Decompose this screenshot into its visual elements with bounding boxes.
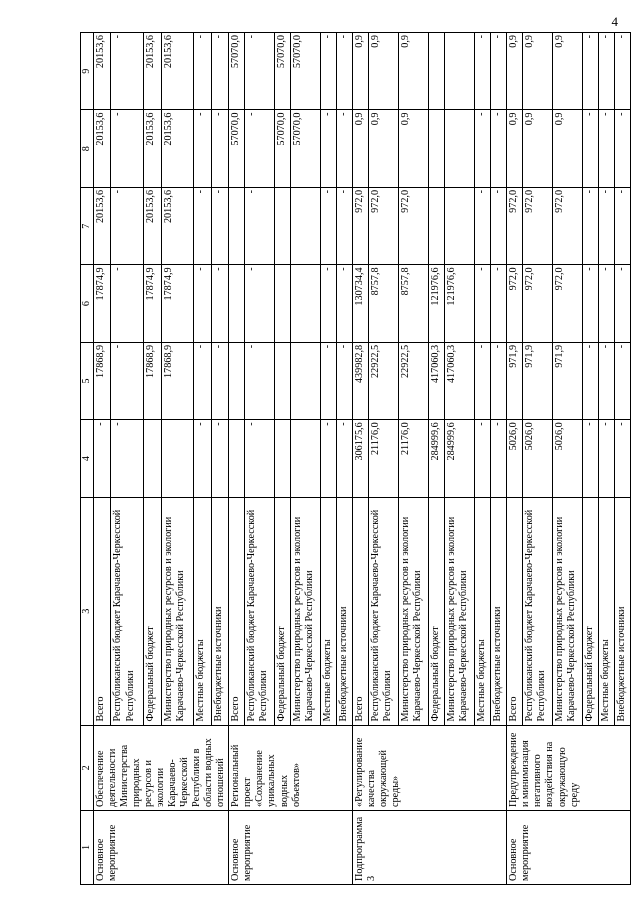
value-cell: - xyxy=(321,420,337,497)
funding-source-cell: Республиканский бюджет Карачаево-Черкесской Республики xyxy=(245,497,275,725)
value-cell: - xyxy=(321,33,337,110)
funding-source-cell: Всего xyxy=(94,497,111,725)
value-cell: 20153,6 xyxy=(161,187,194,264)
group-name-cell: «Регулирование качества окружающей среды» xyxy=(353,725,507,810)
value-cell: 8757,8 xyxy=(369,265,399,342)
value-cell: - xyxy=(245,110,275,187)
page-number: 4 xyxy=(611,14,618,29)
value-cell: - xyxy=(491,265,507,342)
value-cell: - xyxy=(245,33,275,110)
rotated-page xyxy=(80,32,628,885)
value-cell: - xyxy=(111,33,144,110)
value-cell: - xyxy=(615,420,631,497)
value-cell: 0,9 xyxy=(353,33,369,110)
value-cell: 17874,9 xyxy=(94,265,111,342)
value-cell xyxy=(275,187,291,264)
value-cell: 17868,9 xyxy=(144,342,161,419)
funding-source-cell: Республиканский бюджет Карачаево-Черкесской Республики xyxy=(111,497,144,725)
value-cell: - xyxy=(583,265,599,342)
value-cell: - xyxy=(321,110,337,187)
value-cell: 20153,6 xyxy=(94,33,111,110)
header-row xyxy=(81,33,94,885)
funding-source-cell: Министерство природных ресурсов и экологии Карачаево-Черкесской Республики xyxy=(399,497,429,725)
funding-source-cell: Федеральный бюджет xyxy=(429,497,445,725)
value-cell: - xyxy=(94,420,111,497)
value-cell: 20153,6 xyxy=(144,110,161,187)
column-header-6: 6 xyxy=(81,265,94,342)
value-cell: - xyxy=(583,342,599,419)
value-cell: - xyxy=(583,420,599,497)
value-cell: 57070,0 xyxy=(229,110,245,187)
funding-source-cell: Министерство природных ресурсов и экологии Карачаево-Черкесской Республики xyxy=(553,497,583,725)
table-row xyxy=(353,33,369,885)
value-cell: 20153,6 xyxy=(161,33,194,110)
value-cell: 57070,0 xyxy=(275,33,291,110)
value-cell: - xyxy=(111,265,144,342)
value-cell: 5026,0 xyxy=(523,420,553,497)
value-cell: 22922,5 xyxy=(369,342,399,419)
value-cell: 0,9 xyxy=(399,110,429,187)
value-cell: - xyxy=(475,187,491,264)
column-header-2: 2 xyxy=(81,725,94,810)
value-cell: - xyxy=(194,33,211,110)
value-cell: 0,9 xyxy=(369,110,399,187)
value-cell: 972,0 xyxy=(523,187,553,264)
value-cell: - xyxy=(321,187,337,264)
value-cell xyxy=(229,342,245,419)
value-cell: 0,9 xyxy=(553,110,583,187)
column-header-9: 9 xyxy=(81,33,94,110)
group-name-cell: Обеспечение деятельности Министерства природных ресурсов и экологии Карачаево-Черкесской Республики в области водных отношений xyxy=(94,725,229,810)
value-cell: - xyxy=(194,342,211,419)
funding-source-cell: Внебюджетные источники xyxy=(491,497,507,725)
value-cell: 971,9 xyxy=(553,342,583,419)
value-cell: - xyxy=(111,187,144,264)
funding-source-cell: Министерство природных ресурсов и экологии Карачаево-Черкесской Республики xyxy=(445,497,475,725)
value-cell: - xyxy=(337,420,353,497)
value-cell: - xyxy=(211,342,229,419)
value-cell: 972,0 xyxy=(369,187,399,264)
value-cell: - xyxy=(194,265,211,342)
value-cell: 17874,9 xyxy=(144,265,161,342)
value-cell: 417060,3 xyxy=(445,342,475,419)
value-cell: 20153,6 xyxy=(144,187,161,264)
rotated-table-container xyxy=(80,32,628,885)
value-cell: - xyxy=(211,265,229,342)
value-cell: - xyxy=(599,342,615,419)
funding-source-cell: Всего xyxy=(229,497,245,725)
value-cell: - xyxy=(615,342,631,419)
value-cell xyxy=(144,420,161,497)
value-cell xyxy=(229,420,245,497)
value-cell: 20153,6 xyxy=(144,33,161,110)
value-cell: - xyxy=(475,265,491,342)
value-cell: 972,0 xyxy=(553,187,583,264)
value-cell xyxy=(275,265,291,342)
value-cell: - xyxy=(583,110,599,187)
column-header-3: 3 xyxy=(81,497,94,725)
value-cell: - xyxy=(337,110,353,187)
funding-source-cell: Всего xyxy=(353,497,369,725)
value-cell: - xyxy=(599,265,615,342)
value-cell: - xyxy=(245,420,275,497)
value-cell: 972,0 xyxy=(553,265,583,342)
value-cell: - xyxy=(194,110,211,187)
value-cell: 57070,0 xyxy=(275,110,291,187)
value-cell: 0,9 xyxy=(523,110,553,187)
value-cell: 0,9 xyxy=(399,33,429,110)
value-cell: - xyxy=(245,187,275,264)
value-cell xyxy=(429,33,445,110)
value-cell xyxy=(229,187,245,264)
group-type-cell: Основное мероприятие xyxy=(229,810,353,884)
value-cell xyxy=(275,342,291,419)
value-cell: - xyxy=(245,265,275,342)
value-cell: 20153,6 xyxy=(94,110,111,187)
value-cell: 121976,6 xyxy=(429,265,445,342)
value-cell xyxy=(291,342,321,419)
value-cell: 972,0 xyxy=(507,187,523,264)
value-cell: - xyxy=(599,187,615,264)
value-cell: - xyxy=(491,33,507,110)
value-cell: 20153,6 xyxy=(94,187,111,264)
value-cell: 22922,5 xyxy=(399,342,429,419)
group-name-cell: Предупреждение и минимизация негативного воздействия на окружающую среду xyxy=(507,725,631,810)
value-cell: - xyxy=(321,342,337,419)
column-header-4: 4 xyxy=(81,420,94,497)
value-cell: 5026,0 xyxy=(507,420,523,497)
value-cell: - xyxy=(615,110,631,187)
value-cell: 130734,4 xyxy=(353,265,369,342)
column-header-5: 5 xyxy=(81,342,94,419)
value-cell: 0,9 xyxy=(553,33,583,110)
value-cell: 972,0 xyxy=(507,265,523,342)
column-header-1: 1 xyxy=(81,810,94,884)
funding-source-cell: Республиканский бюджет Карачаево-Черкесской Республики xyxy=(369,497,399,725)
value-cell: 21176,0 xyxy=(369,420,399,497)
funding-source-cell: Всего xyxy=(507,497,523,725)
value-cell: 972,0 xyxy=(523,265,553,342)
value-cell: - xyxy=(475,33,491,110)
funding-source-cell: Внебюджетные источники xyxy=(211,497,229,725)
value-cell: 284999,6 xyxy=(429,420,445,497)
value-cell: 0,9 xyxy=(507,33,523,110)
value-cell xyxy=(275,420,291,497)
value-cell: - xyxy=(337,265,353,342)
funding-source-cell: Республиканский бюджет Карачаево-Черкесской Республики xyxy=(523,497,553,725)
value-cell: 439982,8 xyxy=(353,342,369,419)
value-cell: - xyxy=(321,265,337,342)
value-cell: - xyxy=(475,342,491,419)
column-header-7: 7 xyxy=(81,187,94,264)
value-cell xyxy=(429,110,445,187)
value-cell: - xyxy=(491,342,507,419)
value-cell: 121976,6 xyxy=(445,265,475,342)
value-cell: 57070,0 xyxy=(291,33,321,110)
group-type-cell: Подпрограмма 3 xyxy=(353,810,507,884)
value-cell: - xyxy=(211,110,229,187)
value-cell: - xyxy=(337,33,353,110)
value-cell: 17874,9 xyxy=(161,265,194,342)
value-cell: - xyxy=(599,33,615,110)
value-cell: - xyxy=(491,420,507,497)
value-cell: 972,0 xyxy=(353,187,369,264)
value-cell: 0,9 xyxy=(369,33,399,110)
value-cell xyxy=(291,265,321,342)
value-cell: 417060,3 xyxy=(429,342,445,419)
value-cell: - xyxy=(337,187,353,264)
value-cell: - xyxy=(583,187,599,264)
value-cell: - xyxy=(194,420,211,497)
value-cell: 972,0 xyxy=(399,187,429,264)
value-cell: - xyxy=(599,420,615,497)
value-cell: 284999,6 xyxy=(445,420,475,497)
value-cell xyxy=(291,420,321,497)
value-cell: 20153,6 xyxy=(161,110,194,187)
value-cell: - xyxy=(615,265,631,342)
funding-source-cell: Министерство природных ресурсов и экологии Карачаево-Черкесской Республики xyxy=(291,497,321,725)
value-cell: 971,9 xyxy=(523,342,553,419)
funding-source-cell: Федеральный бюджет xyxy=(144,497,161,725)
value-cell: 0,9 xyxy=(353,110,369,187)
value-cell: 306175,6 xyxy=(353,420,369,497)
group-name-cell: Региональный проект «Сохранение уникальных водных объектов» xyxy=(229,725,353,810)
funding-source-cell: Местные бюджеты xyxy=(599,497,615,725)
value-cell: - xyxy=(111,110,144,187)
value-cell: - xyxy=(211,420,229,497)
table-row xyxy=(94,33,111,885)
value-cell xyxy=(429,187,445,264)
value-cell: 0,9 xyxy=(507,110,523,187)
value-cell: - xyxy=(491,187,507,264)
funding-source-cell: Местные бюджеты xyxy=(321,497,337,725)
value-cell xyxy=(161,420,194,497)
value-cell: - xyxy=(111,342,144,419)
group-type-cell: Основное мероприятие xyxy=(507,810,631,884)
value-cell: - xyxy=(615,33,631,110)
value-cell: - xyxy=(211,187,229,264)
funding-source-cell: Федеральный бюджет xyxy=(583,497,599,725)
funding-source-cell: Местные бюджеты xyxy=(194,497,211,725)
value-cell xyxy=(291,187,321,264)
value-cell xyxy=(229,265,245,342)
value-cell: - xyxy=(211,33,229,110)
funding-source-cell: Министерство природных ресурсов и экологии Карачаево-Черкесской Республики xyxy=(161,497,194,725)
value-cell: - xyxy=(337,342,353,419)
value-cell: 0,9 xyxy=(523,33,553,110)
value-cell: - xyxy=(583,33,599,110)
value-cell: - xyxy=(615,187,631,264)
table-row xyxy=(507,33,523,885)
value-cell: - xyxy=(111,420,144,497)
value-cell: 5026,0 xyxy=(553,420,583,497)
value-cell: 8757,8 xyxy=(399,265,429,342)
value-cell: - xyxy=(491,110,507,187)
funding-table xyxy=(80,32,631,885)
value-cell: 17868,9 xyxy=(94,342,111,419)
value-cell: 57070,0 xyxy=(291,110,321,187)
value-cell: - xyxy=(475,110,491,187)
value-cell: 57070,0 xyxy=(229,33,245,110)
value-cell xyxy=(445,187,475,264)
value-cell: - xyxy=(194,187,211,264)
value-cell: - xyxy=(599,110,615,187)
column-header-8: 8 xyxy=(81,110,94,187)
funding-source-cell: Внебюджетные источники xyxy=(337,497,353,725)
value-cell xyxy=(445,33,475,110)
table-row xyxy=(229,33,245,885)
funding-source-cell: Местные бюджеты xyxy=(475,497,491,725)
funding-source-cell: Федеральный бюджет xyxy=(275,497,291,725)
group-type-cell: Основное мероприятие xyxy=(94,810,229,884)
value-cell: - xyxy=(475,420,491,497)
value-cell: 17868,9 xyxy=(161,342,194,419)
value-cell: 971,9 xyxy=(507,342,523,419)
value-cell xyxy=(445,110,475,187)
funding-source-cell: Внебюджетные источники xyxy=(615,497,631,725)
value-cell: 21176,0 xyxy=(399,420,429,497)
value-cell: - xyxy=(245,342,275,419)
